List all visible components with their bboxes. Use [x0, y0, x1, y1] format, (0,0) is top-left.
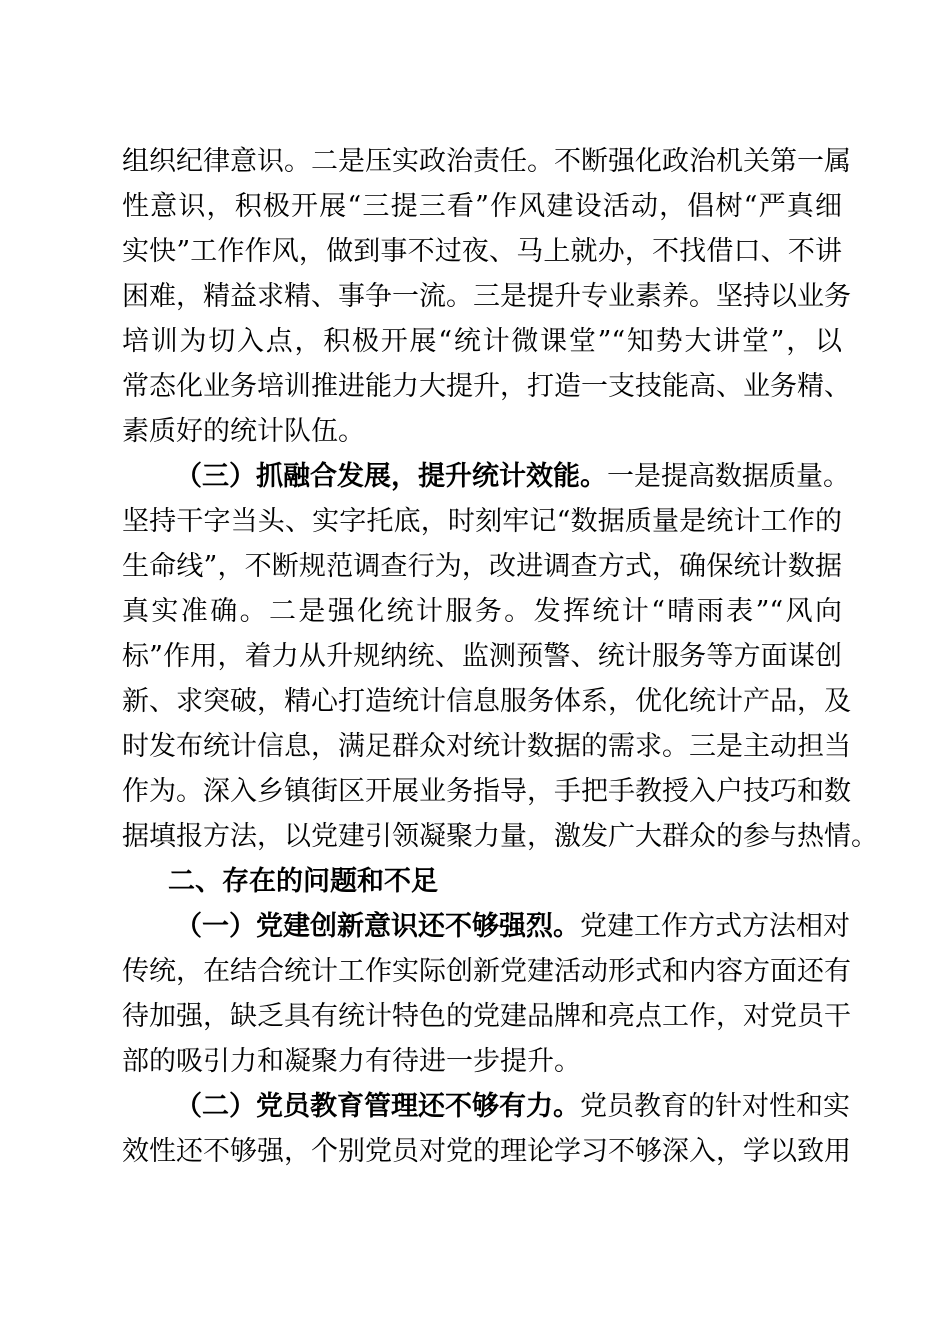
paragraph-line: 时发布统计信息，满足群众对统计数据的需求。三是主动担当	[122, 731, 851, 762]
issue-one-first-line	[175, 910, 850, 944]
issue-two-text: 党员教育的针对性和实	[580, 1091, 850, 1122]
paragraph-line: 传统，在结合统计工作实际创新党建活动形式和内容方面还有	[122, 956, 851, 987]
paragraph-line: 坚持干字当头、实字托底，时刻牢记“数据质量是统计工作的	[122, 506, 842, 537]
paragraph-line: 常态化业务培训推进能力大提升，打造一支技能高、业务精、	[122, 371, 851, 402]
issue-one-text: 党建工作方式方法相对	[580, 911, 850, 942]
paragraph-line: 标”作用，着力从升规纳统、监测预警、统计服务等方面谋创	[122, 641, 842, 672]
paragraph-line: 真实准确。二是强化统计服务。发挥统计“晴雨表”“风向	[122, 596, 842, 627]
section-three-title: （三）抓融合发展，提升统计效能。	[175, 461, 607, 492]
section-heading: 二、存在的问题和不足	[168, 866, 438, 897]
paragraph-line: 部的吸引力和凝聚力有待进一步提升。	[122, 1046, 581, 1077]
paragraph-line: 作为。深入乡镇街区开展业务指导，手把手教授入户技巧和数	[122, 776, 851, 807]
paragraph-line: 困难，精益求精、事争一流。三是提升专业素养。坚持以业务	[122, 281, 851, 312]
paragraph-line: 性意识，积极开展“三提三看”作风建设活动，倡树“严真细	[122, 191, 842, 222]
paragraph-line: 培训为切入点，积极开展“统计微课堂”“知势大讲堂”，以	[122, 326, 842, 357]
paragraph-line: 组织纪律意识。二是压实政治责任。不断强化政治机关第一属	[122, 146, 851, 177]
issue-two-title: （二）党员教育管理还不够有力。	[175, 1091, 580, 1122]
paragraph-line: 实快”工作作风，做到事不过夜、马上就办，不找借口、不讲	[122, 236, 842, 267]
paragraph-line: 生命线”，不断规范调查行为，改进调查方式，确保统计数据	[122, 551, 842, 582]
issue-one-title: （一）党建创新意识还不够强烈。	[175, 911, 580, 942]
paragraph-line: 据填报方法，以党建引领凝聚力量，激发广大群众的参与热情。	[122, 821, 878, 852]
section-three-first-line	[175, 460, 850, 494]
paragraph-line: 待加强，缺乏具有统计特色的党建品牌和亮点工作，对党员干	[122, 1001, 851, 1032]
paragraph-line: 效性还不够强，个别党员对党的理论学习不够深入，学以致用	[122, 1136, 851, 1167]
paragraph-line: 新、求突破，精心打造统计信息服务体系，优化统计产品，及	[122, 686, 851, 717]
paragraph-line: 素质好的统计队伍。	[122, 416, 365, 447]
section-three-text: 一是提高数据质量。	[607, 461, 850, 492]
issue-two-first-line	[175, 1090, 850, 1124]
